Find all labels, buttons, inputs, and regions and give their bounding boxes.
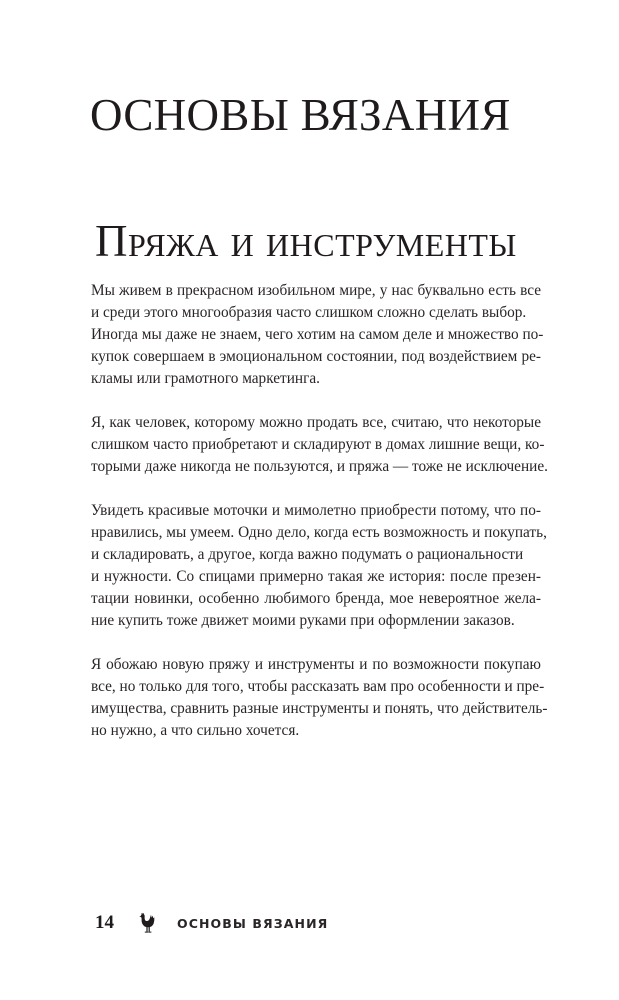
paragraph-2 [91,412,548,478]
text-line: ние купить тоже движет моими руками при оформлении заказов. [91,612,515,629]
paragraph-4 [91,654,548,742]
section-title: Пряжа и инструменты [95,216,517,266]
text-line: купок совершаем в эмоциональном состоянии, под воздействием ре- [91,348,541,365]
page-footer [95,910,328,936]
text-line: имущества, сравнить разные инструменты и понять, что действитель- [91,700,548,717]
rooster-icon [139,912,155,934]
text-line: Я, как человек, которому можно продать все, считаю, что некоторые [91,414,541,431]
text-line: но нужно, а что сильно хочется. [91,722,300,739]
text-line: торыми даже никогда не пользуются, и пряжа — тоже не исключение. [91,458,548,475]
text-line: Я обожаю новую пряжу и инструменты и по возможности покупаю [91,656,541,673]
text-line: и нужности. Со спицами примерно такая же история: после презен- [91,568,541,585]
text-line: Иногда мы даже не знаем, чего хотим на самом деле и множество по- [91,326,544,343]
text-line: нравились, мы умеем. Одно дело, когда есть возможность и покупать, [91,524,547,541]
chapter-title: ОСНОВЫ ВЯЗАНИЯ [90,90,511,140]
paragraph-1 [91,280,544,390]
text-line: тации новинки, особенно любимого бренда, мое невероятное жела- [91,590,541,607]
page-number: 14 [95,912,114,933]
text-line: Мы живем в прекрасном изобильном мире, у нас буквально есть все [91,282,541,299]
body-text [91,280,548,764]
text-line: все, но только для того, чтобы рассказать вам про особенности и пре- [91,678,545,695]
running-title: ОСНОВЫ ВЯЗАНИЯ [177,915,329,931]
text-line: и среди этого многообразия часто слишком сложно сделать выбор. [91,304,527,321]
paragraph-3 [91,500,547,632]
text-line: кламы или грамотного маркетинга. [91,370,320,387]
text-line: и складировать, а другое, когда важно подумать о рациональности [91,546,524,563]
text-line: Увидеть красивые моточки и мимолетно приобрести потому, что по- [91,502,541,519]
text-line: слишком часто приобретают и складируют в домах лишние вещи, ко- [91,436,545,453]
